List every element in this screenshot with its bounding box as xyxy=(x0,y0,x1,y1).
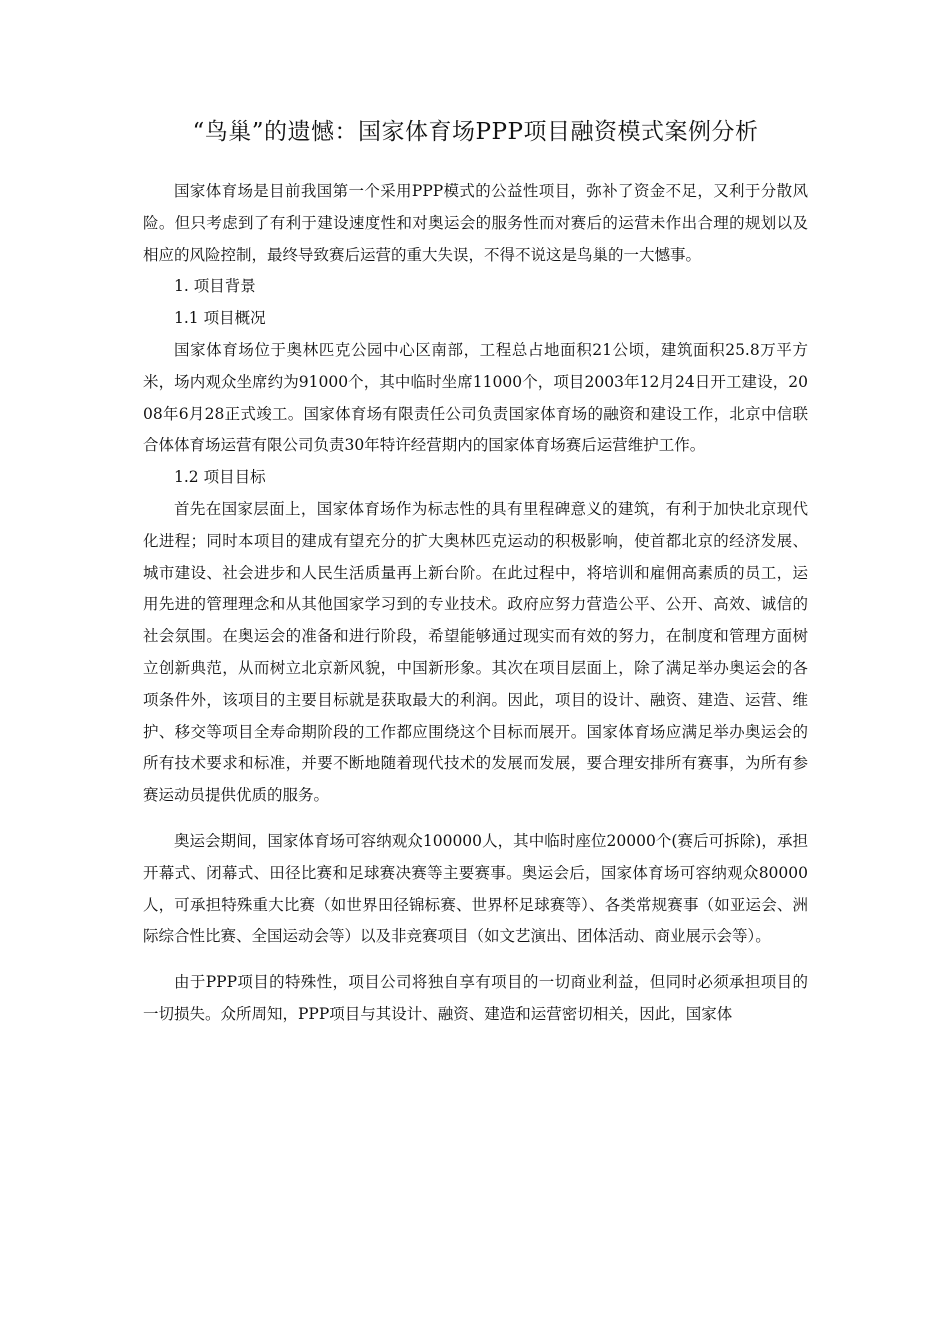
section-heading-overview: 1.1 项目概况 xyxy=(174,309,266,328)
goals-paragraph-2: 奥运会期间，国家体育场可容纳观众100000人，其中临时座位20000个(赛后可拆除)，承担开幕式、闭幕式、田径比赛和足球赛决赛等主要赛事。奥运会后，国家体育场可容纳观众80000人，可承担特殊重大比赛（如世界田径锦标赛、世界杯足球赛等）、各类常规赛事（如亚运会、洲际综合性比赛、全国运动会等）以及非竞赛项目（如文艺演出、团体活动、商业展示会等）。 xyxy=(143,831,808,946)
document-content xyxy=(143,112,808,1031)
goals-paragraph-1: 首先在国家层面上，国家体育场作为标志性的具有里程碑意义的建筑，有利于加快北京现代化进程；同时本项目的建成有望充分的扩大奥林匹克运动的积极影响，使首都北京的经济发展、城市建设、社会进步和人民生活质量再上新台阶。在此过程中，将培训和雇佣高素质的员工，运用先进的管理理念和从其他国家学习到的专业技术。政府应努力营造公平、公开、高效、诚信的社会氛围。在奥运会的准备和进行阶段，希望能够通过现实而有效的努力，在制度和管理方面树立创新典范，从而树立北京新风貌，中国新形象。其次在项目层面上，除了满足举办奥运会的各项条件外，该项目的主要目标就是获取最大的利润。因此，项目的设计、融资、建造、运营、维护、移交等项目全寿命期阶段的工作都应围绕这个目标而展开。国家体育场应满足举办奥运会的所有技术要求和标准，并要不断地随着现代技术的发展而发展，要合理安排所有赛事，为所有参赛运动员提供优质的服务。 xyxy=(143,499,808,805)
section-heading-goals: 1.2 项目目标 xyxy=(174,468,266,487)
intro-paragraph: 国家体育场是目前我国第一个采用PPP模式的公益性项目，弥补了资金不足，又利于分散风险。但只考虑到了有利于建设速度性和对奥运会的服务性而对赛后的运营未作出合理的规划以及相应的风险控制，最终导致赛后运营的重大失误，不得不说这是鸟巢的一大憾事。 xyxy=(143,182,808,264)
document-title: “鸟巢”的遗憾：国家体育场PPP项目融资模式案例分析 xyxy=(192,119,759,145)
overview-paragraph: 国家体育场位于奥林匹克公园中心区南部，工程总占地面积21公顷，建筑面积25.8万平方米，场内观众坐席约为91000个，其中临时坐席11000个，项目2003年12月24日开工建设，2008年6月28正式竣工。国家体育场有限责任公司负责国家体育场的融资和建设工作，北京中信联合体体育场运营有限公司负责30年特许经营期内的国家体育场赛后运营维护工作。 xyxy=(143,340,808,455)
goals-paragraph-3: 由于PPP项目的特殊性，项目公司将独自享有项目的一切商业利益，但同时必须承担项目的一切损失。众所周知，PPP项目与其设计、融资、建造和运营密切相关，因此，国家体 xyxy=(143,973,808,1023)
section-heading-background: 1. 项目背景 xyxy=(174,277,256,296)
